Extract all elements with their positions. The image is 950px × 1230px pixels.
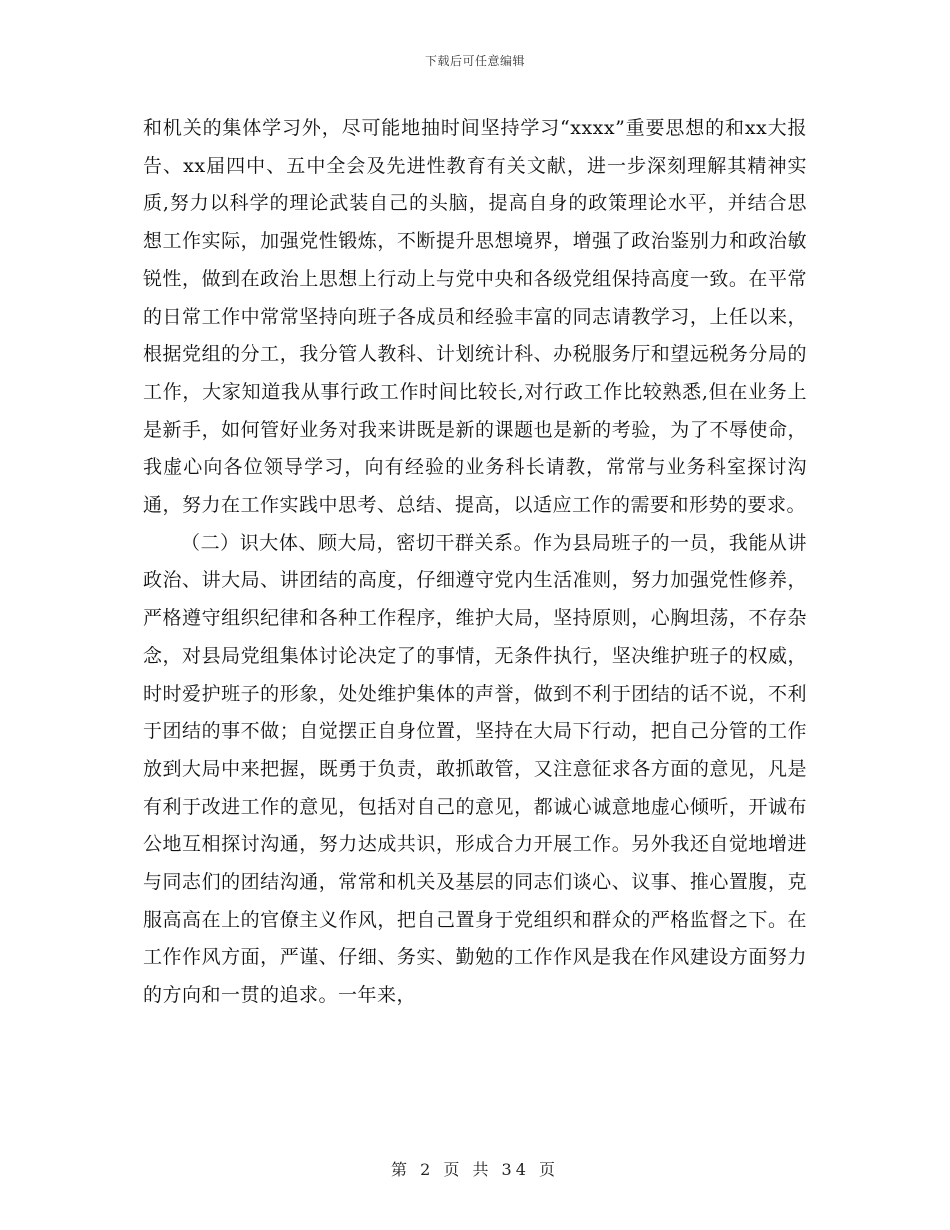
paragraph-continued: 和机关的集体学习外，尽可能地抽时间坚持学习“xxxx”重要思想的和xx大报告、xx届四中、五中全会及先进性教育有关文献，进一步深刻理解其精神实质,努力以科学的理论武装自己的头脑，提高自身的政策理论水平，并结合思想工作实际，加强党性锻炼，不断提升思想境界，增强了政治鉴别力和政治敏锐性，做到在政治上思想上行动上与党中央和各级党组保持高度一致。在平常的日常工作中常常坚持向班子各成员和经验丰富的同志请教学习，上任以来，根据党组的分工，我分管人教科、计划统计科、办税服务厅和望远税务分局的工作，大家知道我从事行政工作时间比较长,对行政工作比较熟悉,但在业务上是新手，如何管好业务对我来讲既是新的课题也是新的考验，为了不辱使命，我虚心向各位领导学习，向有经验的业务科长请教，常常与业务科室探讨沟通，努力在工作实践中思考、总结、提高，以适应工作的需要和形势的要求。 (143, 117, 807, 517)
paragraph-section-two: （二）识大体、顾大局，密切干群关系。作为县局班子的一员，我能从讲政治、讲大局、讲团结的高度，仔细遵守党内生活准则，努力加强党性修养，严格遵守组织纪律和各种工作程序，维护大局，坚持原则，心胸坦荡，不存杂念，对县局党组集体讨论决定了的事情，无条件执行，坚决维护班子的权威，时时爱护班子的形象，处处维护集体的声誉，做到不利于团结的话不说，不利于团结的事不做；自觉摆正自身位置，坚持在大局下行动，把自己分管的工作放到大局中来把握，既勇于负责，敢抓敢管，又注意征求各方面的意见，凡是有利于改进工作的意见，包括对自己的意见，都诚心诚意地虚心倾听，开诚布公地互相探讨沟通，努力达成共识，形成合力开展工作。另外我还自觉地增进与同志们的团结沟通，常常和机关及基层的同志们谈心、议事、推心置腹，克服高高在上的官僚主义作风，把自己置身于党组织和群众的严格监督之下。在工作作风方面，严谨、仔细、务实、勤勉的工作作风是我在作风建设方面努力的方向和一贯的追求。一年来， (143, 531, 807, 1007)
document-body (143, 110, 807, 1015)
page-number-footer: 第 2 页 共 34 页 (391, 1160, 559, 1179)
page-header-note: 下载后可任意编辑 (424, 54, 525, 68)
